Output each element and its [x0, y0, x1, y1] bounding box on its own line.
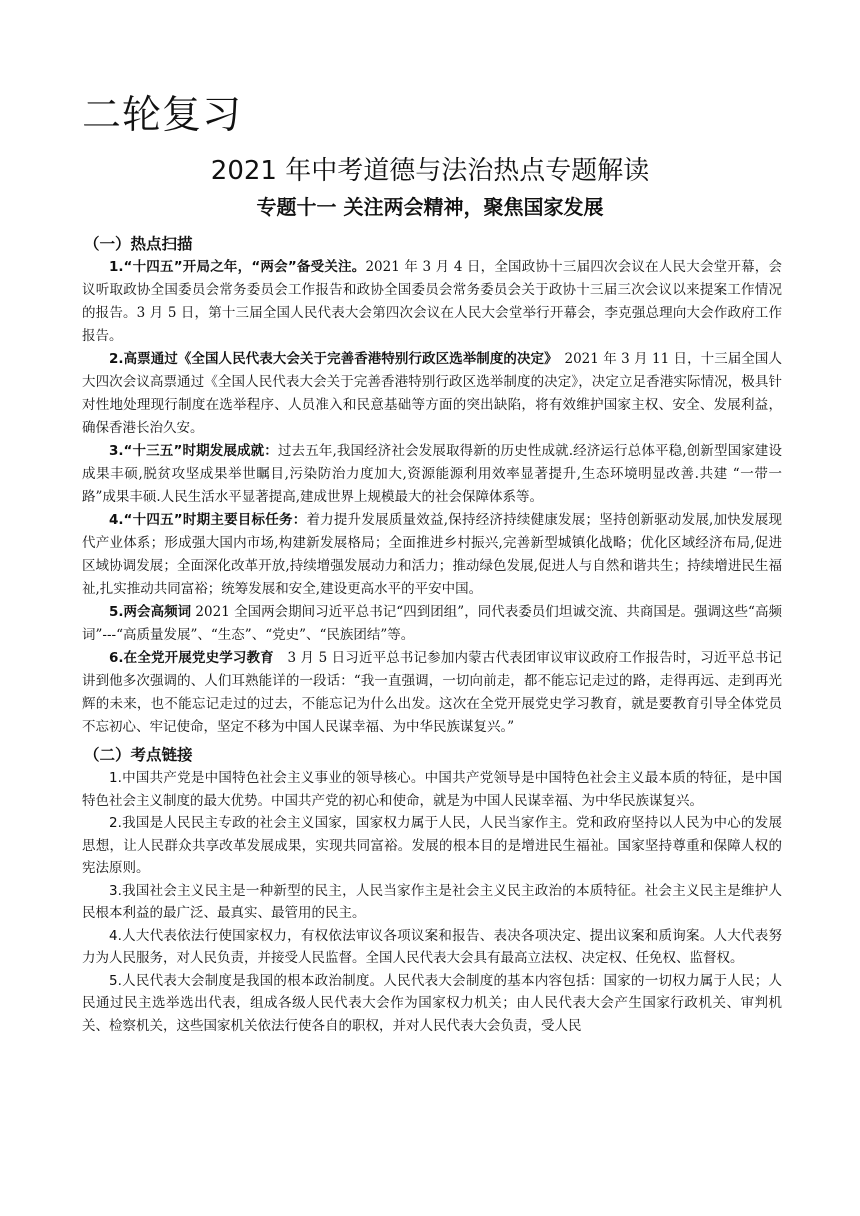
hot-topic-item — [82, 647, 782, 739]
item-body: 2021 全国两会期间习近平总书记“四到团组”，同代表委员们坦诚交流、共商国是。强调这些“高频词”---“高质量发展”、“生态”、“党史”、“民族团结”等。 — [82, 604, 782, 643]
item-lead: 4.“十四五”时期主要目标任务： — [109, 512, 307, 528]
exam-point-item: 4.人大代表依法行使国家权力，有权依法审议各项议案和报告、表决各项决定、提出议案和质询案。人大代表努力为人民服务，对人民负责，并接受人民监督。全国人民代表大会具有最高立法权、决定权、任免权、监督权。 — [82, 927, 782, 966]
item-lead: 5.两会高频词 — [109, 604, 192, 620]
item-body: 2021 年 3 月 11 日，十三届全国人大四次会议高票通过《全国人民代表大会关于完善香港特别行政区选举制度的决定》，决定立足香港实际情况，极具针对性地处理现行制度在选举程序、人员准入和民意基础等方面的突出缺陷，将有效维护国家主权、安全、发展利益，确保香港长治久安。 — [82, 351, 782, 436]
item-body: 过去五年,我国经济社会发展取得新的历史性成就.经济运行总体平稳,创新型国家建设成果丰硕,脱贫攻坚成果举世瞩目,污染防治力度加大,资源能源利用效率显著提升,生态环境明显改善.共建 “一带一路”成果丰硕.人民生活水平显著提高,建成世界上规模最大的社会保障体系等。 — [82, 443, 782, 505]
hot-topic-item — [82, 256, 782, 348]
exam-points-section — [82, 745, 782, 1037]
section-heading-exam-points: （二）考点链接 — [84, 746, 193, 764]
exam-point-item: 3.我国社会主义民主是一种新型的民主，人民当家作主是社会主义民主政治的本质特征。社会主义民主是维护人民根本利益的最广泛、最真实、最管用的民主。 — [82, 882, 782, 921]
item-lead: 1.“十四五”开局之年，“两会”备受关注。 — [109, 259, 366, 275]
hot-topic-item — [82, 509, 782, 601]
item-body: 3 月 5 日习近平总书记参加内蒙古代表团审议审议政府工作报告时，习近平总书记讲到他多次强调的、人们耳熟能详的一段话：“我一直强调，一切向前走，都不能忘记走过的路，走得再远、走到再光辉的未来，也不能忘记走过的过去，不能忘记为什么出发。这次在全党开展党史学习教育，就是要教育引导全体党员不忘初心、牢记使命，坚定不移为中国人民谋幸福、为中华民族谋复兴。” — [82, 650, 782, 735]
item-body: 2021 年 3 月 4 日，全国政协十三届四次会议在人民大会堂开幕，会议听取政协全国委员会常务委员会工作报告和政协全国委员会常务委员会关于政协十三届三次会议以来提案工作情况的报告。3 月 5 日，第十三届全国人民代表大会第四次会议在人民大会堂举行开幕会，李克强总理向大会作政府工作报告。 — [82, 259, 782, 344]
hot-topic-item — [82, 601, 782, 647]
document-title: 2021 年中考道德与法治热点专题解读 — [210, 156, 650, 186]
item-lead: 6.在全党开展党史学习教育 — [109, 650, 274, 666]
document-body — [82, 228, 782, 1037]
review-stage-title: 二轮复习 — [82, 93, 243, 138]
topic-subtitle: 专题十一 关注两会精神，聚焦国家发展 — [256, 195, 604, 219]
item-body: 着力提升发展质量效益,保持经济持续健康发展；坚持创新驱动发展,加快发展现代产业体系；形成强大国内市场,构建新发展格局；全面推进乡村振兴,完善新型城镇化战略；优化区域经济布局,促进区域协调发展；全面深化改革开放,持续增强发展动力和活力；推动绿色发展,促进人与自然和谐共生；持续增进民生福祉,扎实推动共同富裕；统筹发展和安全,建设更高水平的平安中国。 — [82, 512, 782, 597]
exam-point-item: 1.中国共产党是中国特色社会主义事业的领导核心。中国共产党领导是中国特色社会主义最本质的特征，是中国特色社会主义制度的最大优势。中国共产党的初心和使命，就是为中国人民谋幸福、为中华民族谋复兴。 — [82, 770, 782, 809]
hot-topics-section — [82, 234, 782, 739]
section-heading-hot-topics: （一）热点扫描 — [84, 235, 193, 253]
hot-topic-item — [82, 440, 782, 509]
exam-point-item: 2.我国是人民民主专政的社会主义国家，国家权力属于人民，人民当家作主。党和政府坚持以人民为中心的发展思想，让人民群众共享改革发展成果，实现共同富裕。发展的根本目的是增进民生福祉。国家坚持尊重和保障人权的宪法原则。 — [82, 815, 782, 876]
item-lead: 2.高票通过《全国人民代表大会关于完善香港特别行政区选举制度的决定》 — [109, 351, 551, 367]
hot-topic-item — [82, 348, 782, 440]
item-lead: 3.“十三五”时期发展成就： — [109, 443, 278, 459]
exam-point-item: 5.人民代表大会制度是我国的根本政治制度。人民代表大会制度的基本内容包括：国家的一切权力属于人民；人民通过民主选举选出代表，组成各级人民代表大会作为国家权力机关；由人民代表大会产生国家行政机关、审判机关、检察机关，这些国家机关依法行使各自的职权，并对人民代表大会负责，受人民 — [82, 972, 782, 1034]
